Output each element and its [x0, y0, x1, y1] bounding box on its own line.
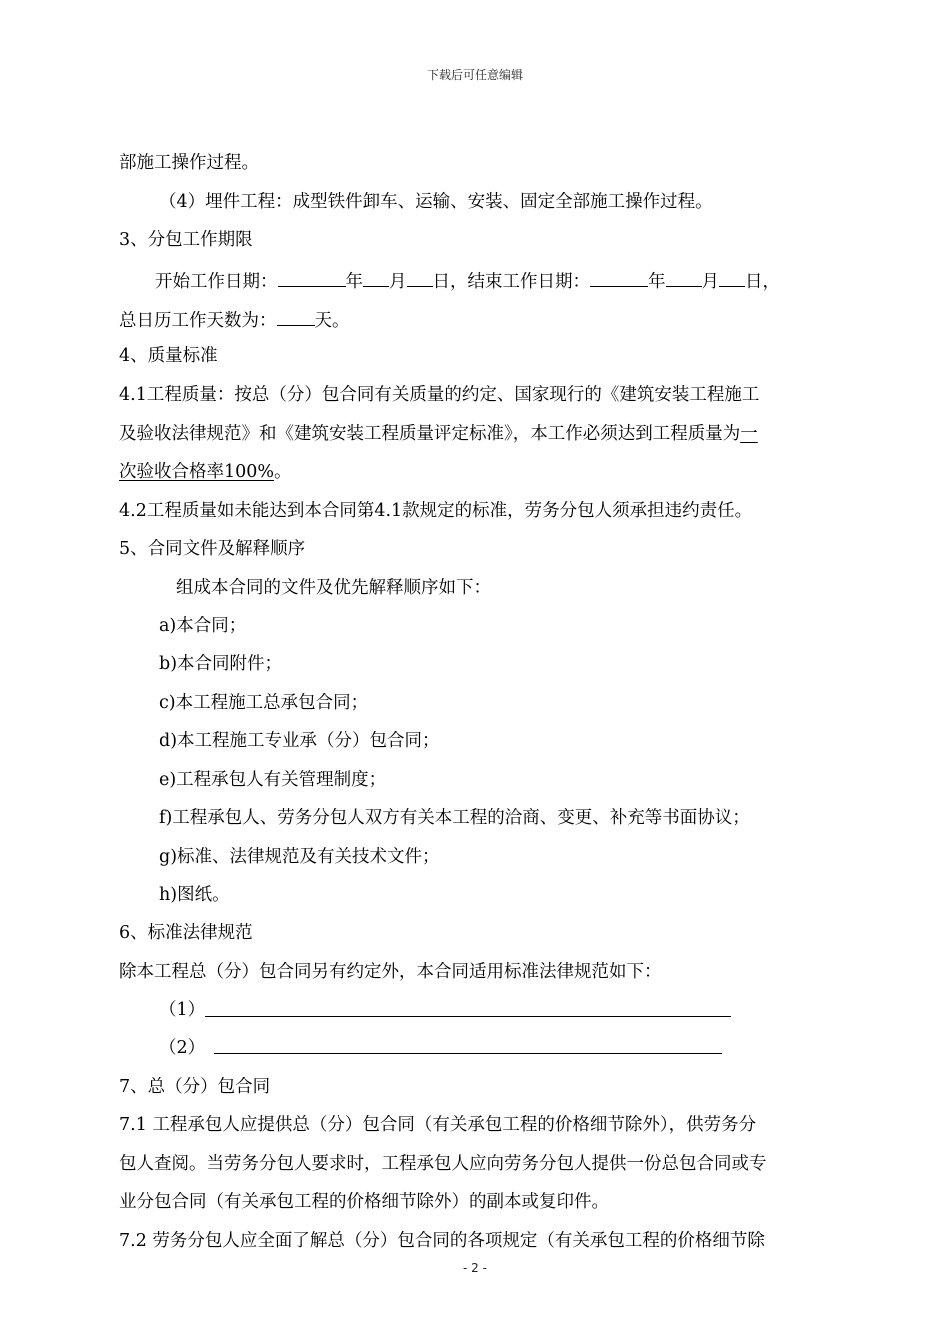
text-line: 除本工程总（分）包合同另有约定外，本合同适用标准法律规范如下： [119, 962, 662, 982]
text-line: 4.1工程质量：按总（分）包合同有关质量的约定、国家现行的《建筑安装工程施工 [119, 385, 760, 405]
start-month-blank [363, 268, 389, 287]
section-heading: 6、标准法律规范 [119, 923, 253, 943]
start-day-blank [407, 268, 433, 287]
underlined-value: 次验收合格率100% [119, 462, 275, 482]
list-item: e)工程承包人有关管理制度； [159, 770, 387, 790]
page-number: - 2 - [463, 1261, 487, 1275]
standard-item-2-blank [214, 1053, 722, 1054]
list-item: c)本工程施工总承包合同； [159, 693, 369, 713]
text-line: （4）埋件工程：成型铁件卸车、运输、安装、固定全部施工操作过程。 [159, 192, 713, 212]
underlined-value: 一 [740, 424, 758, 444]
text-line: 组成本合同的文件及优先解释顺序如下： [176, 578, 491, 598]
label: 月 [701, 272, 719, 292]
end-month-blank [666, 268, 702, 287]
list-item: a)本合同； [159, 616, 247, 636]
list-item: g)标准、法律规范及有关技术文件； [159, 847, 440, 867]
text-line [119, 461, 292, 483]
standard-item-1-blank [205, 1016, 731, 1017]
list-item: b)本合同附件； [159, 654, 283, 674]
text-line: 业分包合同（有关承包工程的价格细节除外）的副本或复印件。 [119, 1192, 609, 1212]
text-line [119, 423, 758, 445]
section-heading: 4、质量标准 [119, 346, 218, 366]
list-item: d)本工程施工专业承（分）包合同； [159, 731, 440, 751]
total-days-line [119, 307, 350, 332]
work-dates-line [155, 268, 780, 293]
label: 日， [745, 272, 780, 292]
label: 。 [274, 462, 292, 482]
label: 开始工作日期： [155, 272, 278, 292]
section-heading: 3、分包工作期限 [119, 230, 253, 250]
label: 总日历工作天数为： [119, 311, 277, 331]
section-heading: 5、合同文件及解释顺序 [119, 539, 306, 559]
text-line: 部施工操作过程。 [119, 153, 259, 173]
list-item: h)图纸。 [159, 885, 230, 905]
label: 月 [389, 272, 407, 292]
end-year-blank [590, 268, 648, 287]
text-line: 7.1 工程承包人应提供总（分）包合同（有关承包工程的价格细节除外），供劳务分 [119, 1115, 757, 1135]
label: 年 [648, 272, 666, 292]
label: 年 [345, 272, 363, 292]
text-line: 7.2 劳务分包人应全面了解总（分）包合同的各项规定（有关承包工程的价格细节除 [119, 1231, 765, 1251]
list-item: f)工程承包人、劳务分包人双方有关本工程的洽商、变更、补充等书面协议； [159, 808, 750, 828]
section-heading: 7、总（分）包合同 [119, 1077, 271, 1097]
days-blank [277, 307, 315, 326]
label: 日，结束工作日期： [432, 272, 590, 292]
standard-item-1-label: （1） [159, 1000, 206, 1020]
end-day-blank [719, 268, 745, 287]
standard-item-2-label: （2） [159, 1038, 206, 1058]
text-line: 包人查阅。当劳务分包人要求时，工程承包人应向劳务分包人提供一份总包合同或专 [119, 1154, 767, 1174]
text-line: 4.2工程质量如未能达到本合同第4.1款规定的标准，劳务分包人须承担违约责任。 [119, 501, 753, 521]
label: 及验收法律规范》和《建筑安装工程质量评定标准》，本工作必须达到工程质量为 [119, 424, 741, 444]
page-header-note: 下载后可任意编辑 [426, 68, 523, 82]
label: 天。 [314, 311, 350, 331]
start-year-blank [278, 268, 346, 287]
